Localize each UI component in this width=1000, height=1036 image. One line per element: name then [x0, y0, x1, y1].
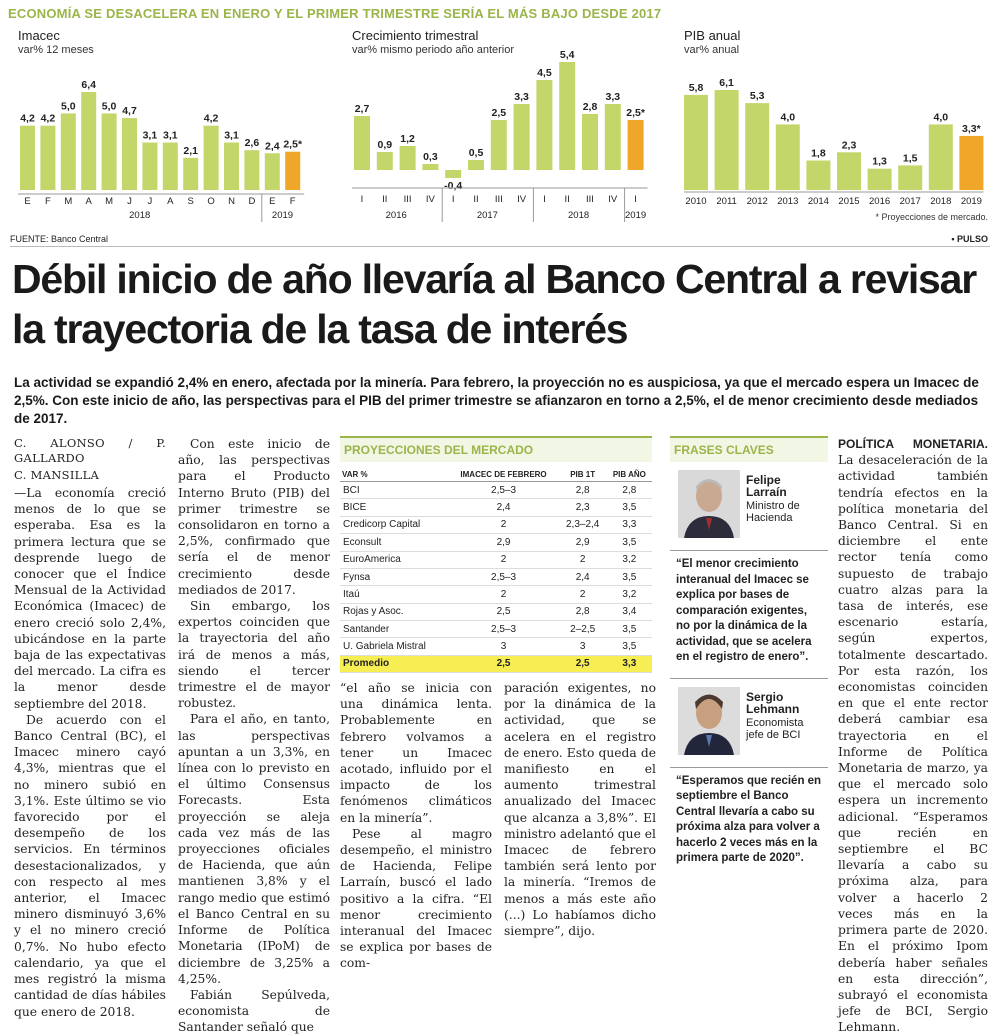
table-cell: 2,5–3: [448, 621, 558, 638]
bar: [605, 104, 621, 170]
tick-label: III: [403, 194, 412, 205]
table-cell: 3,2: [607, 586, 652, 603]
paragraph: Fabián Sepúlveda, economista de Santander señaló que: [178, 987, 330, 1035]
promedio-row: [340, 655, 652, 672]
divider: [670, 678, 828, 679]
person-name: Felipe: [746, 473, 781, 487]
tick-label: F: [44, 196, 51, 207]
paragraph: Sin embargo, los expertos coinciden que la trayectoria del año irá de menos a más, siendo el tercer trimestre el de mayor robustez.: [178, 599, 330, 711]
paragraph: [838, 436, 988, 1036]
data-label: 2,5*: [283, 138, 303, 151]
table-row: [340, 551, 652, 568]
table-cell: Itaú: [340, 586, 448, 603]
table-cell: 2,5: [448, 655, 558, 672]
bar: [422, 164, 438, 170]
proyecciones-table-box: [340, 436, 652, 673]
table-cell: Econsult: [340, 534, 448, 551]
table-cell: 2: [559, 551, 607, 568]
bar: [959, 136, 983, 190]
data-label: 5,0: [101, 100, 117, 113]
bar: [122, 118, 137, 190]
table-cell: Santander: [340, 621, 448, 638]
table-cell: 3: [559, 638, 607, 655]
paragraph: “el año se inicia con una dinámica lenta. Probablemente en febrero volvamos a tener un Imacec acotado, influido por el impacto de los fenómenos climáticos en la minería”.: [340, 681, 492, 825]
data-label: 3,1: [142, 129, 158, 142]
tick-label: N: [228, 196, 235, 207]
data-label: 3,3*: [962, 122, 981, 135]
table-cell: 2,5: [448, 603, 558, 620]
table-row: [340, 621, 652, 638]
person-role: Hacienda: [746, 512, 793, 524]
lead-paragraph: La actividad se expandió 2,4% en enero, afectada por la minería. Para febrero, la proyección no es auspiciosa, ya que el mercado espera un Imacec de 2,5%. Con este inicio de año, las perspectivas para el PIB del primer trimestre se afianzaron en torno a 2,5%, el de menor crecimiento desde mediados de 2017.: [14, 375, 979, 426]
chart-title: PIB anual: [684, 28, 741, 43]
bar: [559, 62, 575, 170]
trimestral-bars: [352, 26, 658, 226]
table-cell: 2,9: [559, 534, 607, 551]
bar: [81, 92, 96, 190]
tick-label: M: [64, 196, 73, 207]
tick-label: IV: [608, 194, 618, 205]
bar: [806, 160, 830, 190]
tick-label: 2019: [960, 196, 982, 207]
bar: [183, 158, 198, 190]
table-cell: 3,5: [607, 568, 652, 585]
imacec-bars: [18, 26, 303, 226]
tick-label: J: [127, 196, 132, 207]
bar: [491, 120, 507, 170]
quote: “El menor crecimiento interanual del Imacec se explica por bases de comparación exigentes, no por la dinámica de la actividad, que se acelera en el registro de enero”.: [676, 558, 812, 663]
tick-label: I: [543, 194, 546, 205]
tick-label: III: [586, 194, 594, 205]
chart-subtitle: var% 12 meses: [18, 44, 94, 56]
table-cell: 3,3: [607, 516, 652, 533]
table-row: [340, 603, 652, 620]
bar: [265, 153, 280, 190]
paragraph: Con este inicio de año, las perspectivas para el Producto Interno Bruto (PIB) del primer trimestre se consolidaron en torno a 2,5%, confirmado que sería el de menor crecimiento desde mediados de 2017.: [178, 437, 330, 597]
table-cell: 2,4: [448, 499, 558, 516]
data-label: 4,2: [40, 112, 56, 125]
paragraph-text: La desaceleración de la actividad también tendría efectos en la política monetaria del Banco Central. Si en diciembre el ente rector tenía como supuesto de trabajo cuatro alzas para la tasa de interés, ese escenario estaría, según expertos, totalmente descartado. Por esta razón, los economistas coinciden en que el ente rector deberá cambiar esa trayectoria en el Informe de Política Monetaria de marzo, ya que el mercado solo espera un incremento adicional. “Esperamos que recién en septiembre el BC llevaría a cabo su próxima alza, para volver a hacerlo 2 veces más en la primera parte de 2020. En el próximo Ipom debería haber señales en esta dirección”, subrayó el economista jefe de BCI, Sergio Lehmann.: [838, 453, 988, 1035]
table-cell: BICE: [340, 499, 448, 516]
tick-label: IV: [425, 194, 435, 205]
table-cell: 3,4: [607, 603, 652, 620]
tick-label: 2017: [899, 196, 921, 207]
bar: [898, 165, 922, 190]
table-cell: 3,2: [607, 551, 652, 568]
bar: [102, 113, 117, 190]
data-label: 1,3: [872, 155, 887, 168]
bar: [61, 113, 76, 190]
table-cell: 3,5: [607, 621, 652, 638]
bar: [628, 120, 644, 170]
table-cell: EuroAmerica: [340, 551, 448, 568]
portrait-photo: [678, 687, 740, 755]
tick-label: 2015: [838, 196, 860, 207]
bar: [929, 124, 953, 190]
quote: “Esperamos que recién en septiembre el Banco Central llevaría a cabo su próxima alza para volver a hacerlo 2 veces más en la primera parte de 2020”.: [676, 774, 822, 864]
chart-title: Imacec: [18, 28, 60, 43]
column-3b: [504, 680, 656, 939]
chart-title: Crecimiento trimestral: [352, 28, 479, 43]
divider: [10, 246, 990, 247]
bar: [468, 160, 484, 170]
data-label: 2,5*: [626, 107, 645, 119]
paragraph: paración exigentes, no por la dinámica de la actividad, que se acelera en el registro de enero. Esto queda de manifiesto en el aumento trimestral anualizado del Imacec que alcanza a 3,8%”. El ministro adelantó que el Imacec de febrero también será lento por la minería. “Iremos de menos a más este año (...) Lo habíamos dicho siempre”, dijo.: [504, 681, 656, 939]
person-lehmann: [670, 687, 828, 757]
table-cell: BCI: [340, 482, 448, 499]
data-label: 2,1: [183, 144, 199, 157]
table-row: [340, 482, 652, 499]
table-cell: 2: [448, 516, 558, 533]
bar: [536, 80, 552, 170]
data-label: 4,5: [537, 67, 552, 79]
bar: [20, 126, 35, 190]
tick-label: S: [187, 196, 194, 207]
data-label: 2,4: [264, 140, 280, 153]
chart-subtitle: var% mismo periodo año anterior: [352, 44, 515, 56]
data-label: 2,7: [354, 103, 370, 115]
column-header: PIB AÑO: [607, 468, 652, 482]
chart-subtitle: var% anual: [684, 44, 740, 56]
bar: [204, 126, 219, 190]
bar: [776, 124, 800, 190]
data-label: 4,0: [780, 111, 796, 124]
person-role: jefe de BCI: [746, 728, 801, 741]
data-label: 5,3: [749, 90, 765, 103]
pib-bars: [684, 26, 984, 226]
bar: [142, 143, 157, 190]
table-cell: 2,8: [607, 482, 652, 499]
table-cell: Promedio: [340, 655, 448, 672]
tick-label: IV: [517, 194, 527, 205]
data-label: 5,8: [688, 81, 704, 94]
tick-label: I: [451, 194, 455, 205]
table-cell: U. Gabriela Mistral: [340, 638, 448, 655]
table-row: [340, 516, 652, 533]
tick-label: J: [147, 196, 153, 207]
person-name: Sergio: [746, 689, 784, 704]
column-3a: [340, 680, 492, 972]
bar: [377, 152, 393, 170]
person-role: Ministro de: [746, 500, 800, 512]
data-label: 6,4: [81, 79, 97, 91]
table-cell: 2,8: [559, 603, 607, 620]
table-row: [340, 568, 652, 585]
data-label: 5,0: [60, 100, 76, 113]
tick-label: M: [105, 196, 114, 207]
bar: [445, 170, 461, 178]
bar: [582, 114, 598, 170]
column-1: [14, 436, 166, 1020]
data-label: 0,3: [423, 151, 438, 163]
tick-label: 2010: [685, 196, 707, 207]
person-larrain: [670, 470, 828, 540]
byline: C. MANSILLA: [14, 468, 100, 482]
year-label: 2018: [568, 210, 590, 221]
data-label: 1,2: [400, 133, 415, 145]
divider: [670, 550, 828, 551]
proyecciones-table: [340, 468, 652, 673]
table-row: [340, 534, 652, 551]
table-cell: 2,5–3: [448, 482, 558, 499]
table-cell: Rojas y Asoc.: [340, 603, 448, 620]
bar: [868, 169, 892, 190]
bar: [837, 152, 861, 190]
tick-label: I: [360, 194, 364, 205]
bar: [514, 104, 530, 170]
data-label: 5,4: [559, 49, 575, 61]
brand-tag: • PULSO: [951, 234, 988, 244]
table-cell: 2: [559, 586, 607, 603]
table-cell: 3,5: [607, 534, 652, 551]
bar: [285, 152, 300, 190]
tick-label: 2011: [716, 196, 737, 207]
person-name: Larraín: [746, 485, 787, 499]
tick-label: II: [473, 194, 479, 205]
table-cell: Fynsa: [340, 568, 448, 585]
table-cell: 3,5: [607, 499, 652, 516]
frases-claves: [670, 436, 828, 867]
table-cell: 2,8: [559, 482, 607, 499]
data-label: 3,3: [514, 91, 529, 103]
data-label: 2,8: [582, 101, 598, 113]
tick-label: I: [634, 194, 637, 205]
table-row: [340, 638, 652, 655]
bar: [400, 146, 416, 170]
column-2: [178, 436, 330, 1036]
person-role: Economista: [746, 716, 804, 729]
column-header: PIB 1T: [559, 468, 607, 482]
data-label: -0,4: [444, 180, 463, 192]
bar: [745, 103, 769, 190]
year-label: 2019: [271, 210, 294, 221]
data-label: 4,0: [933, 111, 949, 124]
year-label: 2019: [625, 210, 647, 221]
year-label: 2018: [129, 210, 151, 221]
table-cell: 2,5: [559, 655, 607, 672]
column-header: IMACEC DE FEBRERO: [448, 468, 558, 482]
paragraph: —La economía creció menos de lo que se esperaba. Esa es la primera lectura que se desprende luego de conocer que el Índice Mensual de la Actividad Económica (Imacec) de enero creció solo 2,4%, ubicándose en la parte baja de las expectativas del mercado. La cifra es la menor desde septiembre del 2018.: [14, 486, 166, 711]
table-cell: 2: [448, 551, 558, 568]
bar: [40, 126, 55, 190]
table-cell: 3: [448, 638, 558, 655]
tick-label: III: [494, 194, 503, 205]
person-name: Lehmann: [746, 701, 800, 716]
bar: [684, 95, 708, 190]
imacec-chart: [18, 26, 303, 226]
headline: Débil inicio de año llevaría al Banco Central a revisar la trayectoria de la tasa de interés: [12, 256, 976, 352]
data-label: 3,1: [162, 129, 178, 142]
banner-title: ECONOMÍA SE DESACELERA EN ENERO Y EL PRIMER TRIMESTRE SERÍA EL MÁS BAJO DESDE 2017: [8, 6, 662, 21]
table-cell: 2: [448, 586, 558, 603]
pib-chart: [684, 26, 984, 226]
bar: [715, 90, 739, 190]
frases-title: FRASES CLAVES: [670, 436, 828, 462]
year-label: 2017: [476, 210, 498, 221]
data-label: 4,2: [203, 112, 219, 125]
tick-label: D: [248, 196, 256, 207]
table-cell: 2,3–2,4: [559, 516, 607, 533]
tick-label: E: [24, 196, 31, 207]
section-head: POLÍTICA MONETARIA.: [838, 437, 988, 451]
top-banner: [0, 0, 1000, 26]
table-cell: 2,9: [448, 534, 558, 551]
trimestral-chart: [352, 26, 658, 226]
portrait-photo: [678, 470, 740, 538]
table-cell: 2,5–3: [448, 568, 558, 585]
tick-label: A: [85, 196, 92, 207]
data-label: 4,7: [122, 105, 137, 118]
data-label: 0,9: [377, 139, 393, 151]
paragraph: Para el año, en tanto, las perspectivas apuntan a un 3,3%, en línea con lo previsto en el último Consensus Forecasts. Esta proyección se aleja cada vez más de las proyecciones oficiales de Hacienda, que aún mantienen 3,8% y el rango medio que estimó el Banco Central en su Informe de Política Monetaria (IPoM) de diciembre de 3,25% a 4,25%.: [178, 712, 330, 986]
data-label: 2,6: [244, 137, 260, 150]
bar: [163, 143, 178, 190]
projection-note: * Proyecciones de mercado.: [875, 212, 988, 222]
data-label: 0,5: [468, 147, 484, 159]
data-label: 2,5: [491, 107, 507, 119]
byline: C. ALONSO / P. GALLARDO: [14, 436, 166, 465]
data-label: 3,3: [605, 91, 621, 103]
tick-label: 2012: [746, 196, 768, 207]
data-label: 6,1: [719, 77, 734, 89]
column-5: [838, 436, 988, 1036]
table-cell: 2–2,5: [559, 621, 607, 638]
table-title: PROYECCIONES DEL MERCADO: [340, 436, 652, 462]
table-row: [340, 499, 652, 516]
table-row: [340, 586, 652, 603]
tick-label: E: [269, 196, 276, 207]
tick-label: II: [564, 194, 570, 205]
year-label: 2016: [385, 210, 407, 221]
data-label: 2,3: [841, 139, 857, 152]
column-header: VAR %: [340, 468, 448, 482]
table-cell: 3,3: [607, 655, 652, 672]
data-label: 3,1: [224, 129, 239, 142]
tick-label: O: [207, 196, 215, 207]
tick-label: A: [167, 196, 174, 207]
tick-label: 2018: [930, 196, 952, 207]
tick-label: II: [382, 194, 388, 205]
table-cell: 3,5: [607, 638, 652, 655]
tick-label: 2013: [777, 196, 799, 207]
data-label: 1,8: [811, 147, 826, 160]
bar: [354, 116, 370, 170]
paragraph: De acuerdo con el Banco Central (BC), el Imacec minero cayó 4,3%, mientras que el no minero subió en 3,1%. Este último se vio favorecido por el desempeño de los servicios. En términos desestacionalizados, y con respecto al mes anterior, el Imacec minero disminuyó 3,6% y el no minero creció 0,7%. No hubo efecto calendario, ya que el mes registró la misma cantidad de días hábiles que enero de 2018.: [14, 712, 166, 1019]
data-label: 1,5: [902, 152, 918, 165]
table-cell: 2,4: [559, 568, 607, 585]
table-cell: 2,3: [559, 499, 607, 516]
source-note: FUENTE: Banco Central: [10, 234, 109, 244]
data-label: 4,2: [20, 112, 35, 125]
bar: [224, 143, 239, 190]
paragraph: Pese al magro desempeño, el ministro de Hacienda, Felipe Larraín, buscó el lado positivo a la cifra. “El menor crecimiento interanual del Imacec se explica por bases de com-: [340, 826, 492, 971]
tick-label: F: [289, 196, 296, 207]
divider: [670, 767, 828, 768]
bar: [244, 150, 259, 190]
tick-label: 2016: [869, 196, 891, 207]
table-cell: Credicorp Capital: [340, 516, 448, 533]
tick-label: 2014: [807, 196, 829, 207]
